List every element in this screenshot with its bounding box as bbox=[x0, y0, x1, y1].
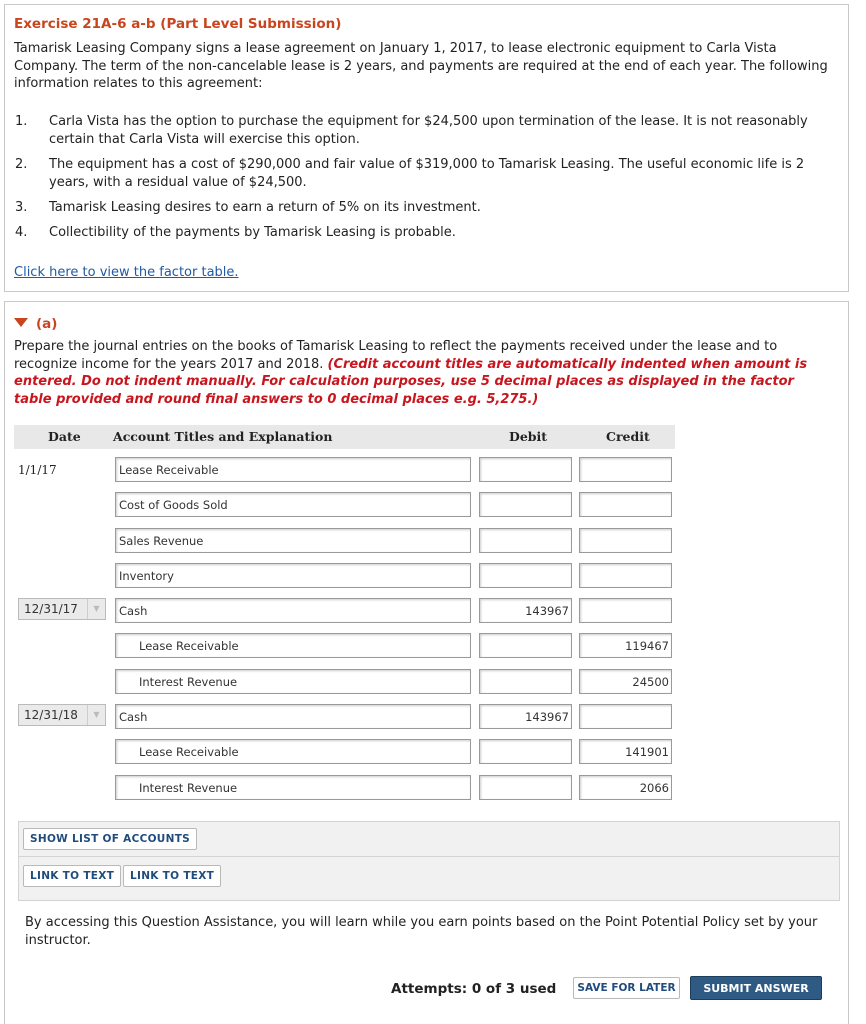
journal-row bbox=[14, 669, 684, 699]
info-item-text: Tamarisk Leasing desires to earn a return of 5% on its investment. bbox=[49, 200, 481, 215]
exercise-title: Exercise 21A-6 a-b (Part Level Submission) bbox=[14, 16, 342, 32]
part-a-toggle[interactable] bbox=[14, 316, 57, 332]
info-item-text: The equipment has a cost of $290,000 and fair value of $319,000 to Tamarisk Leasing. The useful economic life is 2 years, with a residual value of $24,500. bbox=[49, 157, 805, 190]
date-select[interactable] bbox=[18, 598, 106, 620]
debit-input[interactable]: 143967 bbox=[479, 704, 572, 729]
header-account: Account Titles and Explanation bbox=[113, 429, 333, 444]
date-select-value: 12/31/18 bbox=[24, 708, 78, 722]
info-item-text: Carla Vista has the option to purchase the equipment for $24,500 upon termination of the lease. It is not reasonably certain that Carla Vista will exercise this option. bbox=[49, 114, 808, 147]
credit-input[interactable] bbox=[579, 563, 672, 588]
header-credit: Credit bbox=[606, 429, 650, 444]
account-input[interactable]: Cash bbox=[115, 704, 471, 729]
part-a-panel bbox=[4, 301, 849, 1024]
link-to-text-button-1[interactable]: LINK TO TEXT bbox=[23, 865, 121, 887]
credit-input[interactable] bbox=[579, 704, 672, 729]
debit-input[interactable] bbox=[479, 528, 572, 553]
caret-down-icon bbox=[14, 318, 28, 327]
header-debit: Debit bbox=[509, 429, 548, 444]
prompt-text: Prepare the journal entries on the books of Tamarisk Leasing to reflect the payments received under the lease and to recognize income for the years 2017 and 2018. bbox=[14, 339, 778, 372]
debit-input[interactable]: 143967 bbox=[479, 598, 572, 623]
debit-input[interactable] bbox=[479, 492, 572, 517]
debit-input[interactable] bbox=[479, 669, 572, 694]
account-input[interactable]: Cash bbox=[115, 598, 471, 623]
journal-row bbox=[14, 563, 684, 593]
journal-row bbox=[14, 633, 684, 663]
debit-input[interactable] bbox=[479, 739, 572, 764]
prompt-instructions: (Credit account titles are automatically indented when amount is entered. Do not indent manually. For calculation purposes, use 5 decimal places as displayed in the factor table provided and round final answers to 0 decimal places e.g. 5,275.) bbox=[14, 356, 808, 407]
assistance-notice: By accessing this Question Assistance, you will learn while you earn points based on the Point Potential Policy set by your instructor. bbox=[25, 915, 818, 948]
journal-row bbox=[14, 775, 684, 805]
dropdown-arrow-icon: ▼ bbox=[87, 599, 105, 619]
journal-row bbox=[14, 739, 684, 769]
entry-date: 1/1/17 bbox=[18, 463, 57, 477]
date-select-value: 12/31/17 bbox=[24, 602, 78, 616]
header-date: Date bbox=[48, 429, 81, 444]
dropdown-arrow-icon: ▼ bbox=[87, 705, 105, 725]
date-select[interactable] bbox=[18, 704, 106, 726]
journal-row bbox=[14, 492, 684, 522]
exercise-panel bbox=[4, 4, 849, 292]
save-for-later-button[interactable]: SAVE FOR LATER bbox=[573, 977, 680, 999]
link-to-text-button-2[interactable]: LINK TO TEXT bbox=[123, 865, 221, 887]
credit-input[interactable]: 141901 bbox=[579, 739, 672, 764]
factor-table-link[interactable]: Click here to view the factor table. bbox=[14, 265, 239, 280]
account-input[interactable]: Lease Receivable bbox=[115, 739, 471, 764]
account-input[interactable]: Cost of Goods Sold bbox=[115, 492, 471, 517]
account-input[interactable]: Lease Receivable bbox=[115, 633, 471, 658]
account-input[interactable]: Inventory bbox=[115, 563, 471, 588]
debit-input[interactable] bbox=[479, 775, 572, 800]
credit-input[interactable]: 2066 bbox=[579, 775, 672, 800]
link-button-bar bbox=[18, 857, 840, 901]
credit-input[interactable]: 119467 bbox=[579, 633, 672, 658]
info-item-number: 2. bbox=[15, 157, 28, 172]
account-input[interactable]: Interest Revenue bbox=[115, 775, 471, 800]
info-item-number: 3. bbox=[15, 200, 28, 215]
part-a-label: (a) bbox=[36, 316, 58, 332]
attempts-counter: Attempts: 0 of 3 used bbox=[391, 981, 557, 997]
journal-row bbox=[14, 598, 684, 628]
journal-row bbox=[14, 528, 684, 558]
show-list-of-accounts-button[interactable]: SHOW LIST OF ACCOUNTS bbox=[23, 828, 197, 850]
debit-input[interactable] bbox=[479, 457, 572, 482]
credit-input[interactable] bbox=[579, 528, 672, 553]
account-input[interactable]: Interest Revenue bbox=[115, 669, 471, 694]
credit-input[interactable] bbox=[579, 492, 672, 517]
accounts-button-bar bbox=[18, 821, 840, 857]
account-input[interactable]: Sales Revenue bbox=[115, 528, 471, 553]
submit-answer-button[interactable]: SUBMIT ANSWER bbox=[690, 976, 822, 1000]
info-item-text: Collectibility of the payments by Tamarisk Leasing is probable. bbox=[49, 225, 456, 240]
credit-input[interactable]: 24500 bbox=[579, 669, 672, 694]
debit-input[interactable] bbox=[479, 633, 572, 658]
journal-table-header bbox=[14, 425, 675, 449]
exercise-intro: Tamarisk Leasing Company signs a lease agreement on January 1, 2017, to lease electronic equipment to Carla Vista Company. The term of the non-cancelable lease is 2 years, and payments are required at the end of each year. The following information relates to this agreement: bbox=[14, 41, 828, 91]
info-item-number: 1. bbox=[15, 114, 28, 129]
credit-input[interactable] bbox=[579, 598, 672, 623]
part-a-prompt bbox=[14, 338, 829, 408]
debit-input[interactable] bbox=[479, 563, 572, 588]
journal-row bbox=[14, 704, 684, 734]
credit-input[interactable] bbox=[579, 457, 672, 482]
account-input[interactable]: Lease Receivable bbox=[115, 457, 471, 482]
journal-row bbox=[14, 457, 684, 487]
info-item-number: 4. bbox=[15, 225, 28, 240]
